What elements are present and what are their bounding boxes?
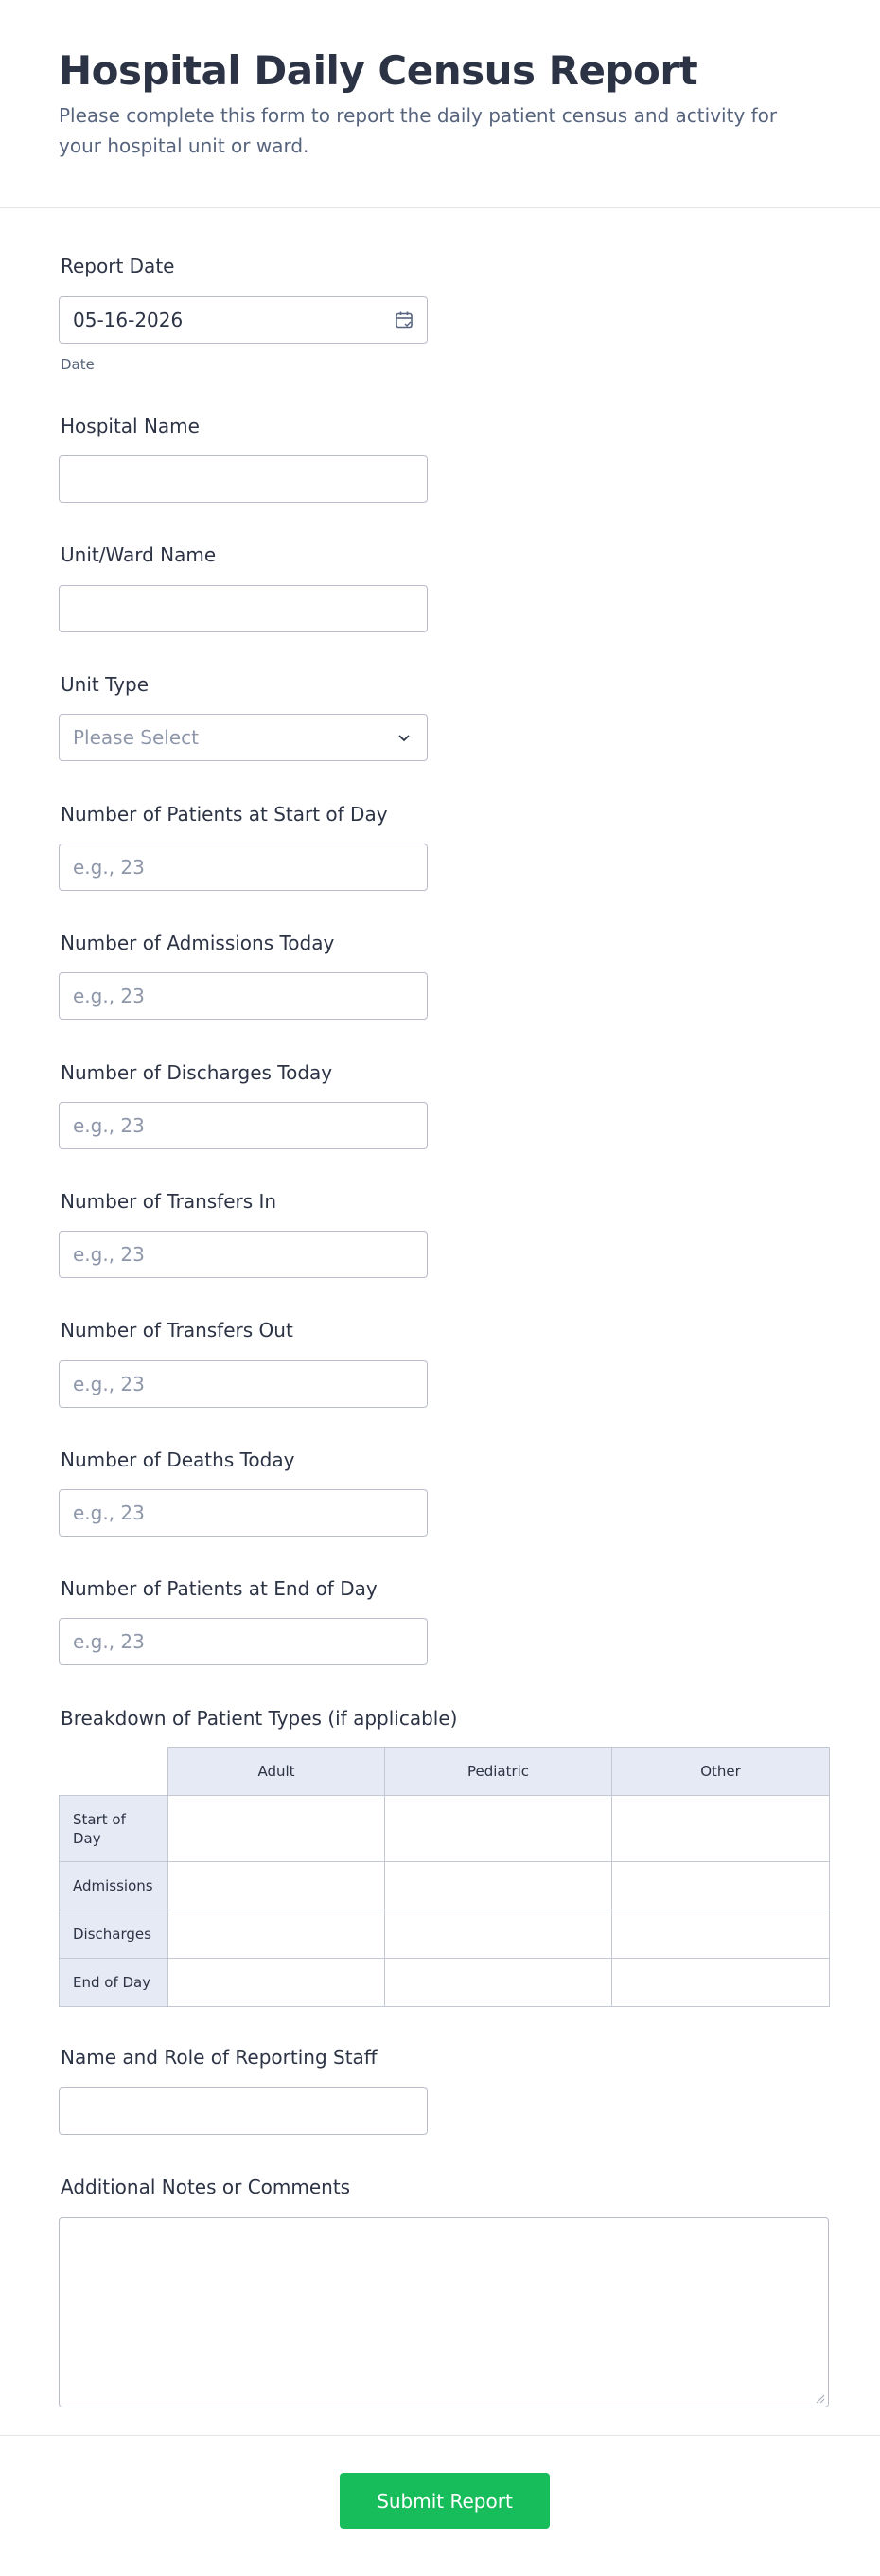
unit-type-select[interactable] [59,714,428,761]
deaths-label: Number of Deaths Today [61,1448,295,1471]
form-header [0,0,880,208]
transfers-out-label: Number of Transfers Out [61,1319,293,1341]
cell-start-adult[interactable] [168,1796,385,1862]
cell-end-other[interactable] [612,1959,830,2007]
report-date-value: 05-16-2026 [73,309,184,331]
patients-end-label: Number of Patients at End of Day [61,1577,378,1600]
table-row [60,1959,830,2007]
admissions-input[interactable]: e.g., 23 [59,972,428,1020]
report-date-input[interactable] [59,296,428,344]
breakdown-label: Breakdown of Patient Types (if applicable) [61,1707,458,1730]
unit-type-selected: Please Select [73,726,199,749]
transfers-in-label: Number of Transfers In [61,1190,277,1213]
cell-admissions-pediatric[interactable] [385,1862,612,1910]
table-corner [60,1748,168,1796]
reporter-input[interactable] [59,2087,428,2135]
cell-admissions-other[interactable] [612,1862,830,1910]
column-header-pediatric: Pediatric [385,1748,612,1796]
chevron-down-icon [395,728,414,747]
cell-discharges-adult[interactable] [168,1910,385,1959]
table-header-row [60,1748,830,1796]
table-row [60,1862,830,1910]
row-header-admissions: Admissions [60,1862,168,1910]
notes-label: Additional Notes or Comments [61,2176,351,2198]
transfers-out-input[interactable]: e.g., 23 [59,1360,428,1408]
patients-start-label: Number of Patients at Start of Day [61,803,388,826]
footer-divider [0,2435,880,2436]
cell-end-adult[interactable] [168,1959,385,2007]
cell-end-pediatric[interactable] [385,1959,612,2007]
calendar-icon[interactable] [395,311,414,329]
patients-end-input[interactable]: e.g., 23 [59,1618,428,1665]
deaths-input[interactable]: e.g., 23 [59,1489,428,1537]
row-header-discharges: Discharges [60,1910,168,1959]
unit-name-input[interactable] [59,585,428,632]
row-header-end-of-day: End of Day [60,1959,168,2007]
column-header-other: Other [612,1748,830,1796]
admissions-label: Number of Admissions Today [61,932,335,954]
row-header-start-of-day: Start of Day [60,1796,168,1862]
report-date-label: Report Date [61,255,175,277]
report-date-sublabel: Date [61,356,95,373]
discharges-input[interactable]: e.g., 23 [59,1102,428,1149]
transfers-in-input[interactable]: e.g., 23 [59,1231,428,1278]
cell-start-pediatric[interactable] [385,1796,612,1862]
unit-name-label: Unit/Ward Name [61,543,217,566]
table-row [60,1910,830,1959]
patients-start-input[interactable]: e.g., 23 [59,844,428,891]
unit-type-label: Unit Type [61,673,150,696]
cell-discharges-pediatric[interactable] [385,1910,612,1959]
cell-discharges-other[interactable] [612,1910,830,1959]
discharges-label: Number of Discharges Today [61,1061,333,1084]
form-title: Hospital Daily Census Report [59,47,698,94]
reporter-label: Name and Role of Reporting Staff [61,2046,378,2069]
hospital-name-label: Hospital Name [61,415,200,437]
hospital-name-input[interactable] [59,455,428,503]
form-description: Please complete this form to report the daily patient census and activity for your hospital unit or ward. [59,104,778,157]
cell-start-other[interactable] [612,1796,830,1862]
resize-grip-icon[interactable] [814,2392,825,2404]
cell-admissions-adult[interactable] [168,1862,385,1910]
patient-breakdown-table [59,1747,830,2007]
notes-textarea[interactable] [59,2217,829,2407]
submit-report-button[interactable]: Submit Report [340,2473,550,2529]
column-header-adult: Adult [168,1748,385,1796]
table-row [60,1796,830,1862]
